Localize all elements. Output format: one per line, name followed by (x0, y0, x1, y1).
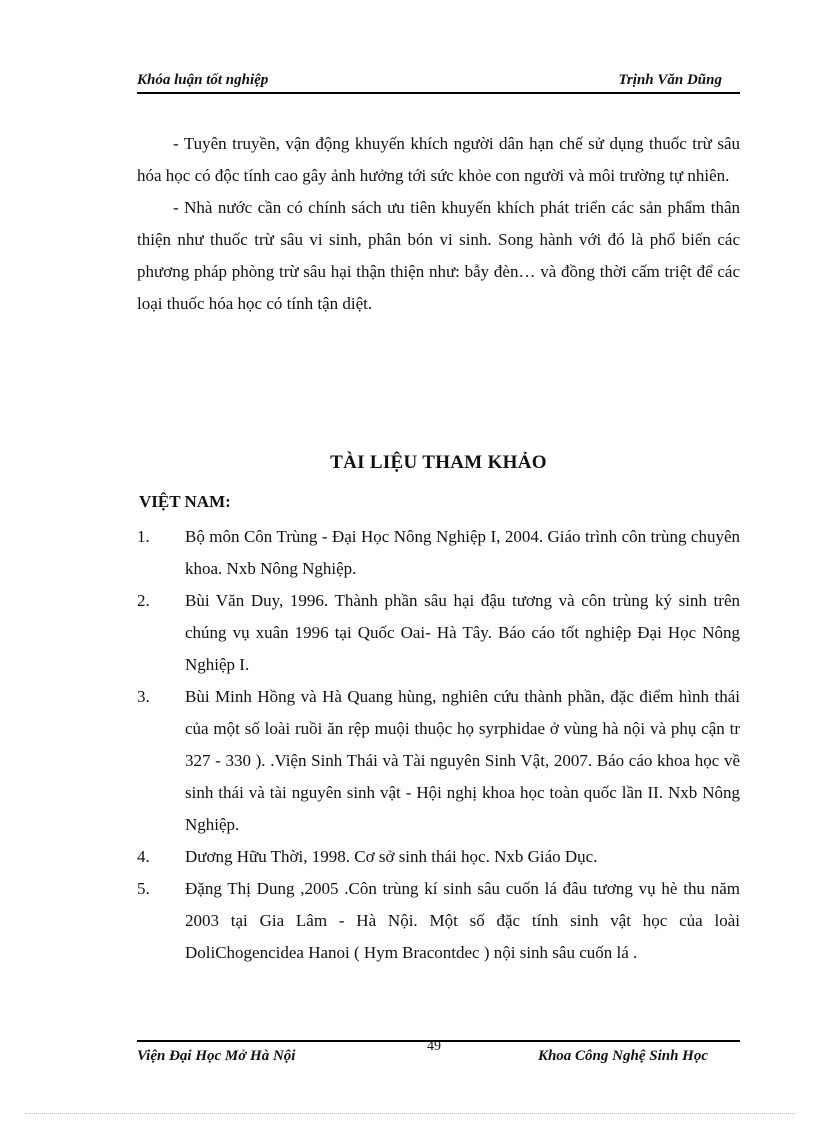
reference-list (137, 521, 740, 969)
reference-text: Bộ môn Côn Trùng - Đại Học Nông Nghiệp I, 2004. Giáo trình côn trùng chuyên khoa. Nxb Nông Nghiệp. (185, 527, 740, 578)
reference-text: Dương Hữu Thời, 1998. Cơ sở sinh thái học. Nxb Giáo Dục. (185, 847, 598, 866)
reference-number: 2. (137, 591, 150, 610)
reference-item (137, 585, 740, 681)
reference-item (137, 873, 740, 969)
page-footer (137, 1040, 740, 1068)
recommendation-paragraph: - Tuyên truyền, vận động khuyến khích người dân hạn chế sử dụng thuốc trừ sâu hóa học có độc tính cao gây ảnh hưởng tới sức khỏe con người và môi trường tự nhiên. (137, 134, 740, 185)
recommendations-section (137, 128, 740, 320)
reference-number: 5. (137, 879, 150, 898)
page-number: 49 (427, 1039, 441, 1054)
header-author-name: Trịnh Văn Dũng (618, 72, 722, 88)
reference-number: 1. (137, 527, 150, 546)
header-thesis-label: Khóa luận tốt nghiệp (137, 72, 269, 88)
recommendation-paragraph: - Nhà nước cần có chính sách ưu tiên khuyến khích phát triển các sản phẩm thân thiện như thuốc trừ sâu vi sinh, phân bón vi sinh. Song hành với đó là phổ biến các phương pháp phòng trừ sâu hại thận thiện như: bẫy đèn… và đồng thời cấm triệt để các loại thuốc hóa học có tính tận diệt. (137, 198, 740, 313)
references-title: TÀI LIỆU THAM KHẢO (330, 452, 547, 473)
references-section-heading: VIỆT NAM: (139, 492, 231, 511)
page-header (137, 70, 740, 94)
reference-item (137, 521, 740, 585)
reference-item (137, 841, 740, 873)
reference-number: 4. (137, 847, 150, 866)
reference-text: Đặng Thị Dung ,2005 .Côn trùng kí sinh sâu cuốn lá đâu tương vụ hè thu năm 2003 tại Gia Lâm - Hà Nội. Một số đặc tính sinh vật học của loài DoliChogencidea Hanoi ( Hym Bracontdec ) nội sinh sâu cuốn lá . (185, 879, 740, 962)
reference-item (137, 681, 740, 841)
footer-faculty: Khoa Công Nghệ Sinh Học (537, 1048, 708, 1064)
reference-text: Bùi Văn Duy, 1996. Thành phần sâu hại đậu tương và côn trùng ký sinh trên chúng vụ xuân 1996 tại Quốc Oai- Hà Tây. Báo cáo tốt nghiệp Đại Học Nông Nghiệp I. (185, 591, 740, 674)
reference-number: 3. (137, 687, 150, 706)
page-bottom-divider (25, 1113, 795, 1114)
footer-institute: Viện Đại Học Mở Hà Nội (137, 1048, 296, 1064)
reference-text: Bùi Minh Hồng và Hà Quang hùng, nghiên cứu thành phần, đặc điểm hình thái của một số loài ruồi ăn rệp muội thuộc họ syrphidae ở vùng hà nội và phụ cận tr 327 - 330 ). .Viện Sinh Thái và Tài nguyên Sinh Vật, 2007. Báo cáo khoa học về sinh thái và tài nguyên sinh vật - Hội nghị khoa học toàn quốc lần II. Nxb Nông Nghiệp. (185, 687, 740, 834)
